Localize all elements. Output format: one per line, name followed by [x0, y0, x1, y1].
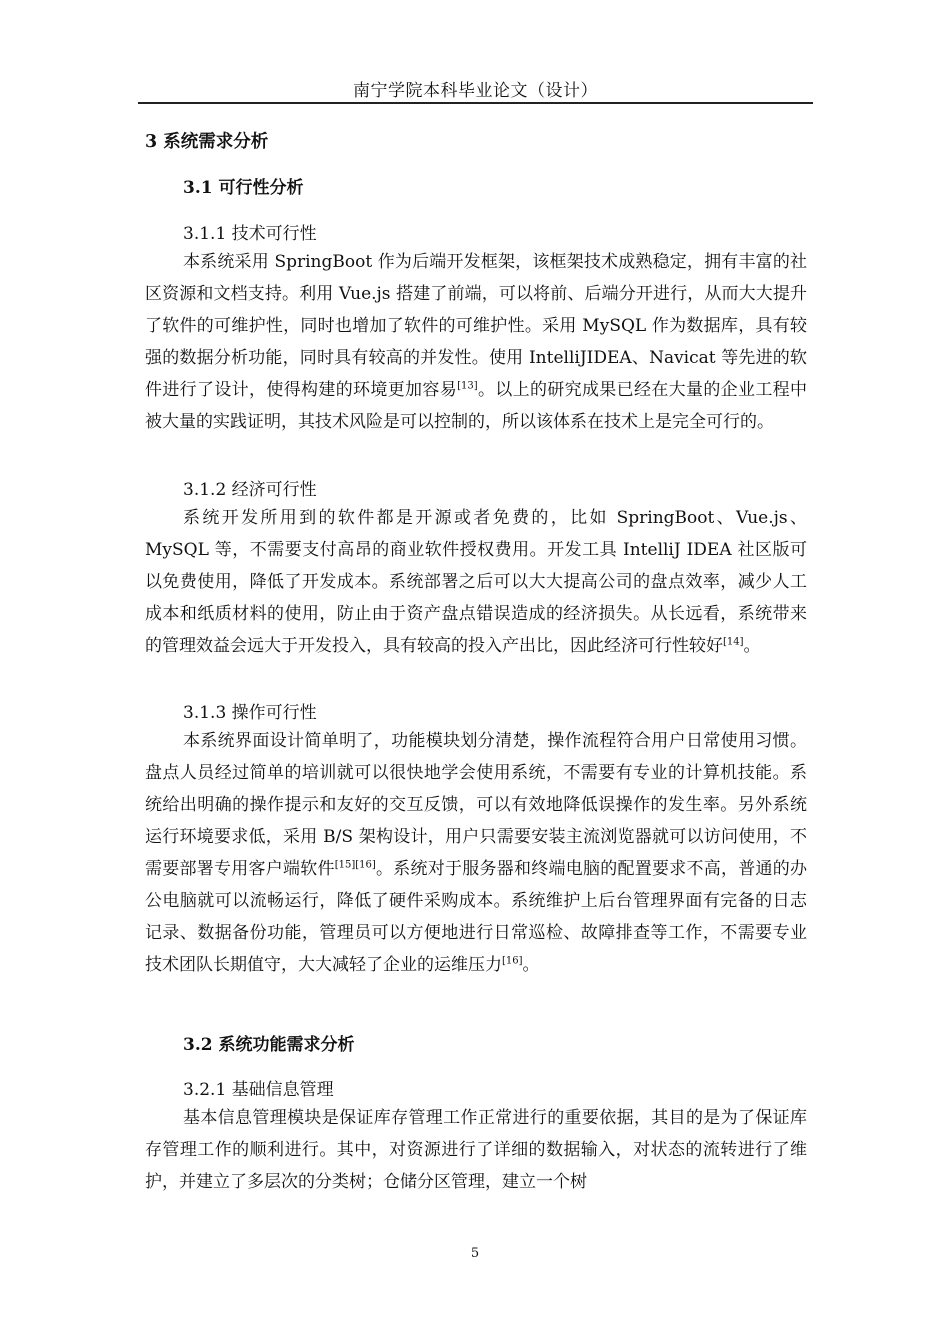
subsubsection-heading-3-1-1: 3.1.1 技术可行性 — [183, 224, 317, 244]
paragraph-economic-feasibility: 系统开发所用到的软件都是开源或者免费的，比如 SpringBoot、Vue.js、MySQL 等，不需要支付高昂的商业软件授权费用。开发工具 IntelliJ IDEA 社区版可以免费使用，降低了开发成本。系统部署之后可以大大提高公司的盘点效率，减少人工成本和纸质材料的使用，防止由于资产盘点错误造成的经济损失。从长远看，系统带来的管理效益会远大于开发投入，具有较高的投入产出比，因此经济可行性较好[14]。 — [145, 508, 807, 656]
subsection-heading-3-1: 3.1 可行性分析 — [183, 178, 304, 198]
paragraph-operational-feasibility: 本系统界面设计简单明了，功能模块划分清楚，操作流程符合用户日常使用习惯。盘点人员经过简单的培训就可以很快地学会使用系统，不需要有专业的计算机技能。系统给出明确的操作提示和友好的交互反馈，可以有效地降低误操作的发生率。另外系统运行环境要求低，采用 B/S 架构设计，用户只需要安装主流浏览器就可以访问使用，不需要部署专用客户端软件[15][16]。系统对于服务器和终端电脑的配置要求不高，普通的办公电脑就可以流畅运行，降低了硬件采购成本。系统维护上后台管理界面有完备的日志记录、数据备份功能，管理员可以方便地进行日常巡检、故障排查等工作，不需要专业技术团队长期值守，大大减轻了企业的运维压力[16]。 — [145, 731, 808, 975]
paragraph-technical-feasibility: 本系统采用 SpringBoot 作为后端开发框架，该框架技术成熟稳定，拥有丰富的社区资源和文档支持。利用 Vue.js 搭建了前端，可以将前、后端分开进行，从而大大提升了软件的可维护性，同时也增加了软件的可维护性。采用 MySQL 作为数据库，具有较强的数据分析功能，同时具有较高的并发性。使用 IntelliJIDEA、Navicat 等先进的软件进行了设计，使得构建的环境更加容易[13]。以上的研究成果已经在大量的企业工程中被大量的实践证明，其技术风险是可以控制的，所以该体系在技术上是完全可行的。 — [145, 252, 808, 432]
citation: [16] — [502, 955, 523, 967]
page-number: 5 — [470, 1246, 480, 1261]
subsubsection-heading-3-1-3: 3.1.3 操作可行性 — [183, 703, 317, 723]
citation: [14] — [723, 636, 744, 648]
citation: [15][16] — [334, 859, 376, 871]
citation: [13] — [457, 380, 478, 392]
subsection-heading-3-2: 3.2 系统功能需求分析 — [183, 1035, 355, 1055]
header-rule — [138, 102, 813, 104]
subsubsection-heading-3-2-1: 3.2.1 基础信息管理 — [183, 1080, 334, 1100]
page-header: 南宁学院本科毕业论文（设计） — [353, 81, 598, 101]
paragraph-basic-info-management: 基本信息管理模块是保证库存管理工作正常进行的重要依据，其目的是为了保证库存管理工作的顺利进行。其中，对资源进行了详细的数据输入，对状态的流转进行了维护，并建立了多层次的分类树；仓储分区管理，建立一个树 — [145, 1108, 807, 1192]
subsubsection-heading-3-1-2: 3.1.2 经济可行性 — [183, 480, 317, 500]
section-heading: 3 系统需求分析 — [145, 132, 269, 152]
